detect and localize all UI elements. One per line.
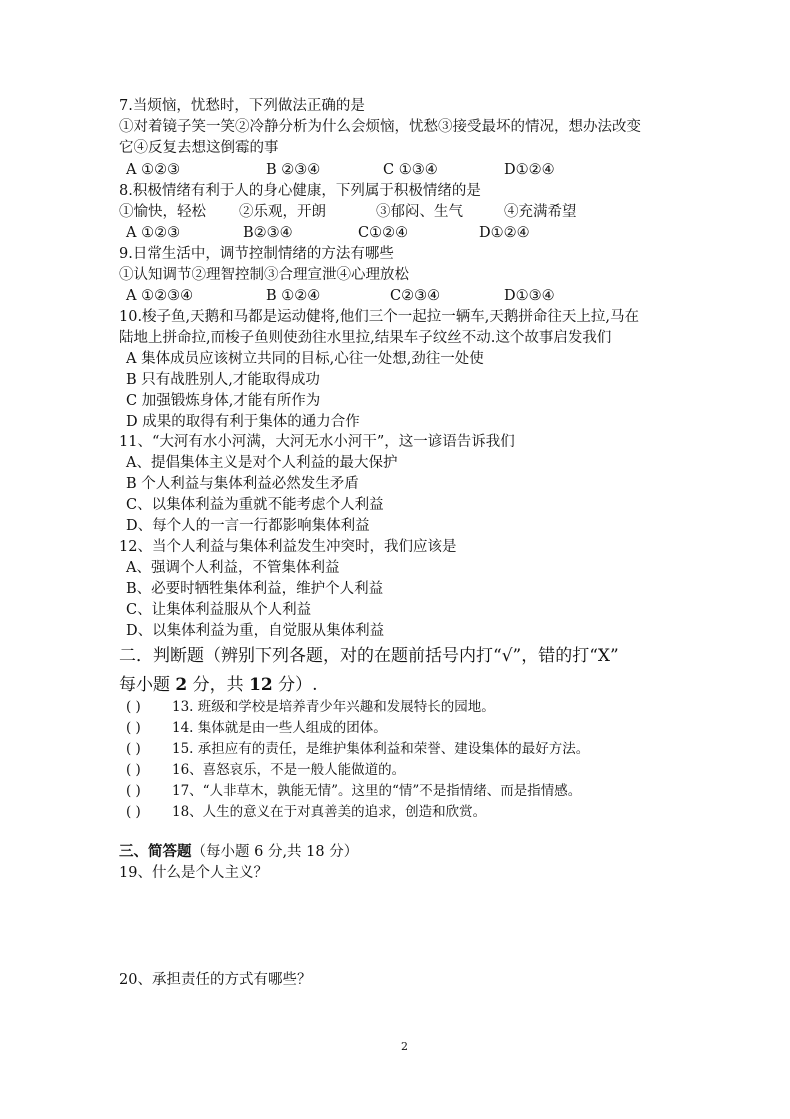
q8-item-3: ③郁闷、生气 xyxy=(376,204,463,220)
q19-question: 19、什么是个人主义？ xyxy=(119,865,268,881)
answer-parentheses[interactable]: ( ) xyxy=(126,762,141,778)
q10-stem-line2: 陆地上拼命拉,而梭子鱼则使劲往水里拉,结果车子纹丝不动.这个故事启发我们 xyxy=(119,330,612,346)
q7-option-c: C ①③④ xyxy=(383,162,438,178)
section2-heading-line1: 二．判断题（辨别下列各题，对的在题前括号内打“√”，错的打“X” xyxy=(119,646,619,666)
q12-option-d: D、以集体利益为重，自觉服从集体利益 xyxy=(126,623,385,639)
section2-heading-post: 分）. xyxy=(278,675,318,695)
judgement-item xyxy=(126,802,486,822)
q9-option-d: D①③④ xyxy=(504,288,555,304)
q12-stem: 12、当个人利益与集体利益发生冲突时，我们应该是 xyxy=(119,539,457,555)
q7-option-a: A ①②③ xyxy=(126,162,181,178)
section3-heading xyxy=(119,842,358,862)
section3-heading-title: 三、简答题 xyxy=(119,843,192,860)
q10-option-a: A 集体成员应该树立共同的目标,心往一处想,劲往一处使 xyxy=(126,351,484,367)
judgement-text: 16、喜怒哀乐，不是一般人能做道的。 xyxy=(172,762,406,778)
judgement-text: 13. 班级和学校是培养青少年兴趣和发展特长的园地。 xyxy=(172,699,495,715)
section2-heading-pre: 每小题 xyxy=(119,675,170,695)
q7-items-line1: ①对着镜子笑一笑②冷静分析为什么会烦恼，忧愁③接受最坏的情况，想办法改变 xyxy=(119,119,641,135)
section2-points-each: 2 xyxy=(175,675,188,695)
answer-parentheses[interactable]: ( ) xyxy=(126,804,141,820)
q9-option-b: B ①②④ xyxy=(266,288,321,304)
q10-stem-line1: 10.梭子鱼,天鹅和马都是运动健将,他们三个一起拉一辆车,天鹅拼命往天上拉,马在 xyxy=(119,309,639,325)
judgement-text: 14. 集体就是由一些人组成的团体。 xyxy=(172,720,387,736)
answer-parentheses[interactable]: ( ) xyxy=(126,720,141,736)
q8-item-1: ①愉快，轻松 xyxy=(119,204,206,220)
judgement-item xyxy=(126,760,405,780)
q7-stem: 7.当烦恼，忧愁时，下列做法正确的是 xyxy=(119,98,365,114)
q12-option-b: B、必要时牺牲集体利益，维护个人利益 xyxy=(126,581,384,597)
q11-option-a: A、提倡集体主义是对个人利益的最大保护 xyxy=(126,455,398,471)
q9-items: ①认知调节②理智控制③合理宣泄④心理放松 xyxy=(119,267,409,283)
q8-option-c: C①②④ xyxy=(358,225,409,241)
q9-option-a: A ①②③④ xyxy=(126,288,194,304)
q20-question: 20、承担责任的方式有哪些？ xyxy=(119,972,312,988)
section3-heading-points: （每小题 6 分,共 18 分） xyxy=(191,844,359,860)
q10-option-b: B 只有战胜别人,才能取得成功 xyxy=(126,372,320,388)
q7-items-line2: 它④反复去想这倒霉的事 xyxy=(119,140,279,156)
q11-stem: 11、“大河有水小河满，大河无水小河干”，这一谚语告诉我们 xyxy=(119,434,515,450)
answer-parentheses[interactable]: ( ) xyxy=(126,699,141,715)
section2-heading-line2 xyxy=(119,675,318,695)
page-number: 2 xyxy=(401,1040,408,1053)
section2-heading-mid: 分，共 xyxy=(192,675,244,695)
q8-option-b: B②③④ xyxy=(243,225,293,241)
judgement-item xyxy=(126,697,495,717)
judgement-item xyxy=(126,718,387,738)
q8-stem: 8.积极情绪有利于人的身心健康，下列属于积极情绪的是 xyxy=(119,183,481,199)
judgement-text: 17、“人非草木，孰能无情”。这里的“情”不是指情绪、而是指情感。 xyxy=(172,783,582,799)
q7-option-b: B ②③④ xyxy=(266,162,321,178)
section2-points-total: 12 xyxy=(249,675,273,695)
judgement-item xyxy=(126,739,589,759)
q11-option-c: C、以集体利益为重就不能考虑个人利益 xyxy=(126,497,384,513)
q7-option-d: D①②④ xyxy=(504,162,555,178)
q12-option-a: A、强调个人利益，不管集体利益 xyxy=(126,560,340,576)
q11-option-b: B 个人利益与集体利益必然发生矛盾 xyxy=(126,476,359,492)
q12-option-c: C、让集体利益服从个人利益 xyxy=(126,602,312,618)
judgement-text: 18、人生的意义在于对真善美的追求，创造和欣赏。 xyxy=(172,804,487,820)
q11-option-d: D、每个人的一言一行都影响集体利益 xyxy=(126,518,370,534)
q8-option-a: A ①②③ xyxy=(126,225,181,241)
judgement-item xyxy=(126,781,581,801)
q9-stem: 9.日常生活中，调节控制情绪的方法有哪些 xyxy=(119,246,394,262)
answer-parentheses[interactable]: ( ) xyxy=(126,783,141,799)
answer-parentheses[interactable]: ( ) xyxy=(126,741,141,757)
q8-option-d: D①②④ xyxy=(479,225,530,241)
q10-option-d: D 成果的取得有利于集体的通力合作 xyxy=(126,414,360,430)
q9-option-c: C②③④ xyxy=(390,288,441,304)
q10-option-c: C 加强锻炼身体,才能有所作为 xyxy=(126,393,321,409)
q8-item-4: ④充满希望 xyxy=(504,204,577,220)
judgement-text: 15. 承担应有的责任，是维护集体利益和荣誉、建设集体的最好方法。 xyxy=(172,741,590,757)
q8-item-2: ②乐观，开朗 xyxy=(239,204,326,220)
